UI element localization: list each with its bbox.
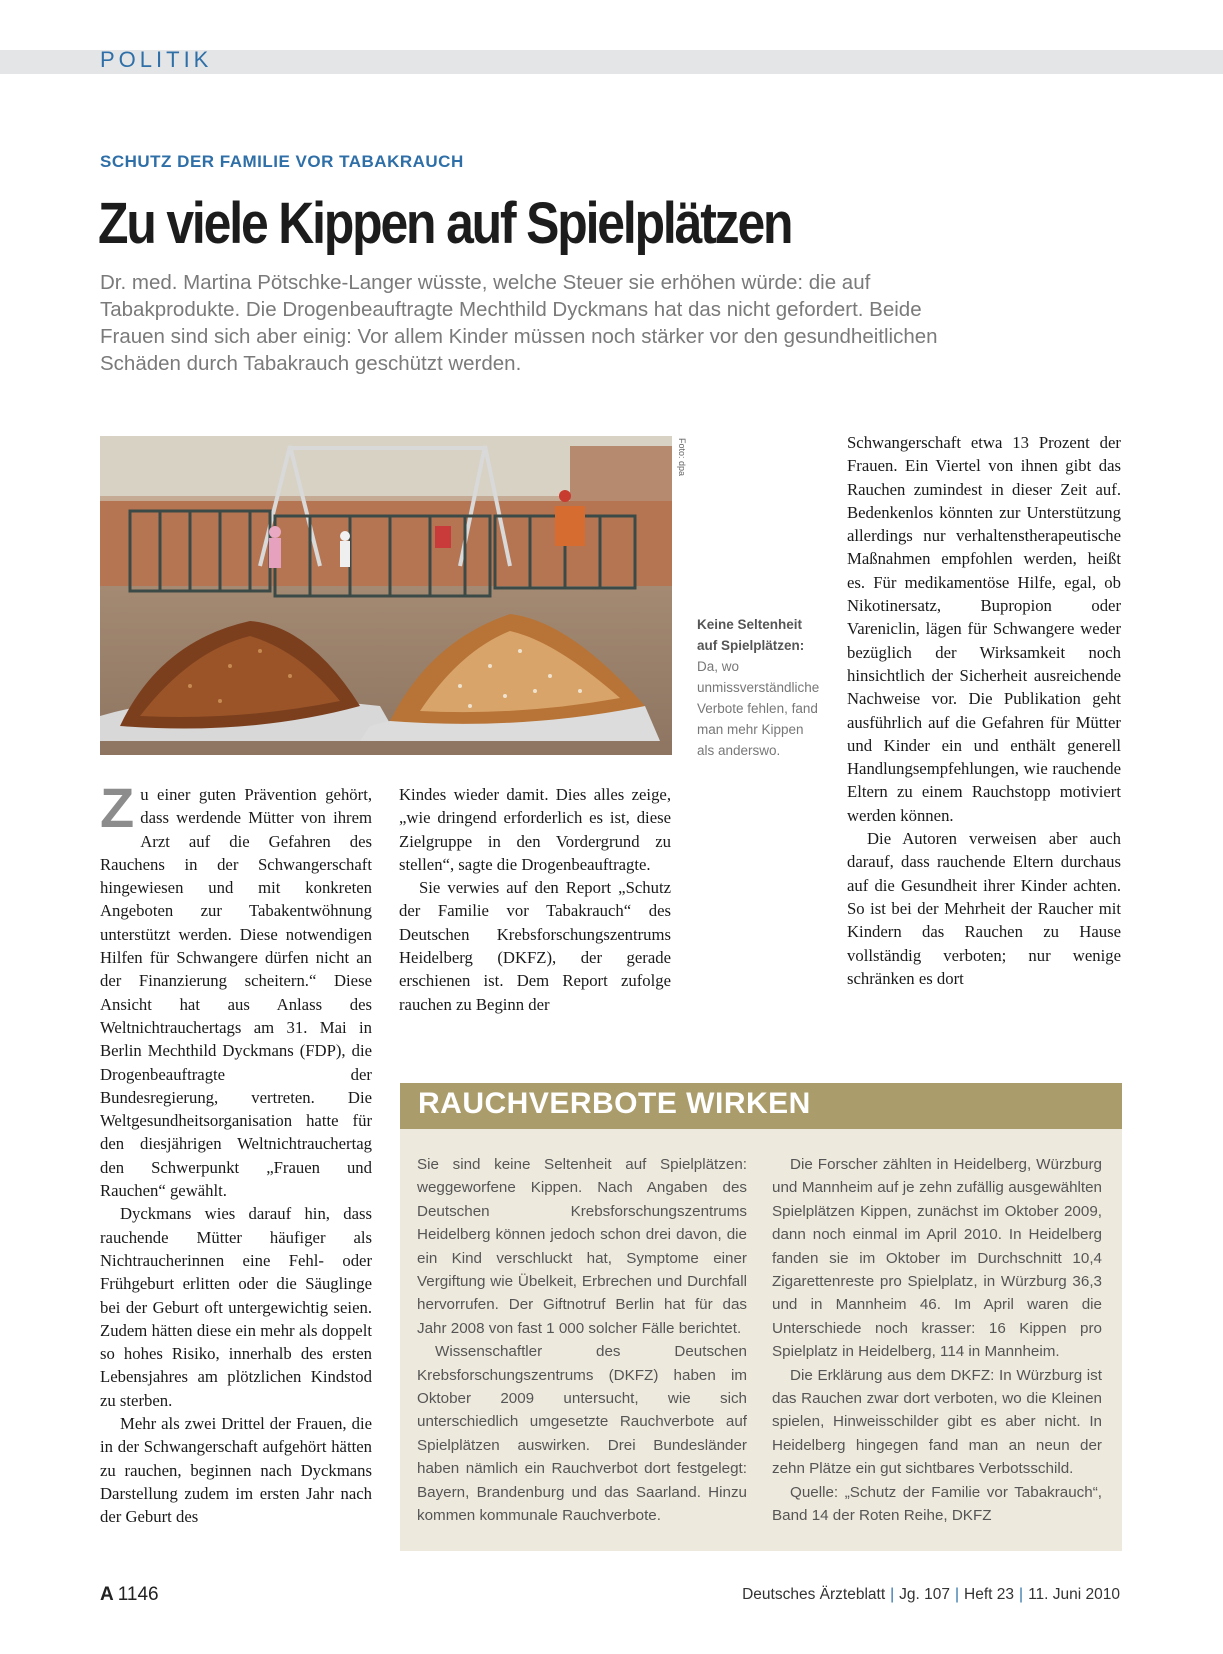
- body-column-1: [100, 776, 372, 1529]
- photo-credit: Foto: dpa: [677, 438, 687, 477]
- body-column-3: [847, 431, 1121, 990]
- caption-title: Keine Seltenheit auf Spielplätzen:: [697, 617, 805, 653]
- box-paragraph: Wissenschaftler des Deutschen Krebsforschungszentrums (DKFZ) haben im Oktober 2009 untersucht, wie sich unterschiedlich umgesetzte Rauchverbote auf Spielplätzen auswirken. Drei Bundesländer haben nämlich ein Rauchverbot dort festgelegt: Bayern, Brandenburg und das Saarland. Hinzu kommen kommunale Rauchverbote.: [417, 1343, 747, 1525]
- body-paragraph: Die Autoren verweisen aber auch darauf, dass rauchende Eltern durchaus auf die Gesundheit ihrer Kinder achten. So ist bei der Mehrheit der Raucher mit Kindern das Rauchen zu Hause vollständig verboten; nur wenige schränken es dort: [847, 829, 1121, 988]
- section-label: POLITIK: [100, 47, 213, 72]
- body-column-2: [399, 783, 671, 1016]
- footer-separator: |: [955, 1586, 960, 1603]
- box-source: Quelle: „Schutz der Familie vor Tabakrauch“, Band 14 der Roten Reihe, DKFZ: [772, 1483, 1102, 1525]
- body-paragraph: Zu einer guten Prävention gehört, dass werdende Mütter von ihrem Arzt auf die Gefahren des Rauchens in der Schwangerschaft hingewiesen und mit konkreten Angeboten zur Tabakentwöhnung unterstützt werden. Diese notwendigen Hilfen für Schwangere dürfen nicht an der Finanzierung scheitern.“ Diese Ansicht hat aus Anlass des Weltnichtrauchertags am 31. Mai in Berlin Mechthild Dyckmans (FDP), die Drogenbeauftragte der Bundesregierung, vertreten. Die Weltgesundheitsorganisation hatte für den diesjährigen Weltnichtrauchertag den Schwerpunkt „Frauen und Rauchen“ gewählt.: [100, 776, 372, 1201]
- page-folio: [100, 1584, 159, 1606]
- box-paragraph: Die Forscher zählten in Heidelberg, Würzburg und Mannheim auf je zehn zufällig ausgewählten Spielplätzen Kippen, zunächst im Oktober 2009, dann noch einmal im April 2010. In Heidelberg fanden sie im Oktober im Durchschnitt 10,4 Zigarettenreste pro Spielplatz, in Würzburg 36,3 und in Mannheim 46. Im April waren die Unterschiede noch krasser: 16 Kippen pro Spielplatz in Heidelberg, 114 in Mannheim.: [772, 1156, 1102, 1361]
- caption-text: Da, wo unmissverständliche Verbote fehlen, fand man mehr Kippen als anderswo.: [697, 659, 820, 758]
- body-paragraph: Kindes wieder damit. Dies alles zeige, „wie dringend erforderlich es ist, diese Zielgruppe in den Vordergrund zu stellen“, sagte die Drogenbeauftragte.: [399, 785, 671, 874]
- article-kicker: SCHUTZ DER FAMILIE VOR TABAKRAUCH: [100, 152, 464, 171]
- journal-volume: Jg. 107: [899, 1586, 951, 1603]
- body-paragraph: Schwangerschaft etwa 13 Prozent der Frauen. Ein Viertel von ihnen gibt das Rauchen zumindest in dieser Zeit auf. Bedenkenlos könnten zur Unterstützung allerdings nur verhaltenstherapeutische Maßnahmen empfohlen werden, heißt es. Für medikamentöse Hilfe, egal, ob Nikotinersatz, Bupropion oder Vareniclin, lägen für Schwangere weder bezüglich der Wirksamkeit noch hinsichtlich der Sicherheit ausreichende Nachweise vor. Die Publikation geht ausführlich auf die Gefahren für Mütter und Kinder ein und enthält generell Handlungsempfehlungen, wie rauchende Eltern zu einem Rauchstopp motiviert werden können.: [847, 433, 1121, 825]
- footer-separator: |: [890, 1586, 895, 1603]
- journal-date: 11. Juni 2010: [1028, 1586, 1120, 1603]
- photo-caption: [697, 614, 819, 761]
- journal-name: Deutsches Ärzteblatt: [742, 1586, 886, 1603]
- page-number: 1146: [117, 1584, 159, 1605]
- journal-footer: [742, 1586, 1120, 1604]
- body-paragraph: Sie verwies auf den Report „Schutz der Familie vor Tabakrauch“ des Deutschen Krebsforschungszentrums Heidelberg (DKFZ), der gerade erschienen ist. Dem Report zufolge rauchen zu Beginn der: [399, 878, 671, 1014]
- folio-prefix: A: [100, 1584, 114, 1605]
- playground-photo: [100, 436, 672, 755]
- article-headline: Zu viele Kippen auf Spielplätzen: [98, 191, 792, 256]
- journal-issue: Heft 23: [964, 1586, 1015, 1603]
- body-paragraph: Mehr als zwei Drittel der Frauen, die in der Schwangerschaft aufgehört hätten zu rauchen, beginnen nach Dyckmans Darstellung zudem im ersten Jahr nach der Geburt des: [100, 1414, 372, 1527]
- box-paragraph: Die Erklärung aus dem DKFZ: In Würzburg ist das Rauchen zwar dort verboten, wo die Kleinen spielen, Hinweisschilder gibt es aber nicht. In Heidelberg hingegen fand man an neun der zehn Plätze ein gut sichtbares Verbotsschild.: [772, 1366, 1102, 1478]
- footer-separator: |: [1019, 1586, 1024, 1603]
- drop-cap: Z: [100, 776, 135, 839]
- info-box-column-1: [417, 1153, 747, 1528]
- box-paragraph: Sie sind keine Seltenheit auf Spielplätzen: weggeworfene Kippen. Nach Angaben des Deutschen Krebsforschungszentrums Heidelberg können jedoch schon drei davon, die ein Kind verschluckt hat, Symptome einer Vergiftung wie Übelkeit, Erbrechen und Durchfall hervorrufen. Der Giftnotruf Berlin hat für das Jahr 2008 von fast 1 000 solcher Fälle berichtet.: [417, 1156, 747, 1337]
- body-paragraph: Dyckmans wies darauf hin, dass rauchende Mütter häufiger als Nichtraucherinnen eine Fehl- oder Frühgeburt erlitten oder die Säuglinge bei der Geburt oft untergewichtig seien. Zudem hätten diese ein mehr als doppelt so hohes Risiko, innerhalb des ersten Lebensjahres am plötzlichen Kindstod zu sterben.: [100, 1204, 372, 1410]
- article-lead: Dr. med. Martina Pötschke-Langer wüsste, welche Steuer sie erhöhen würde: die auf Tabakprodukte. Die Drogenbeauftragte Mechthild Dyckmans hat das nicht gefordert. Beide Frauen sind sich aber einig: Vor allem Kinder müssen noch stärker vor den gesundheitlichen Schäden durch Tabakrauch geschützt werden.: [100, 271, 938, 375]
- info-box-column-2: [772, 1153, 1102, 1528]
- info-box-title: RAUCHVERBOTE WIRKEN: [418, 1087, 811, 1120]
